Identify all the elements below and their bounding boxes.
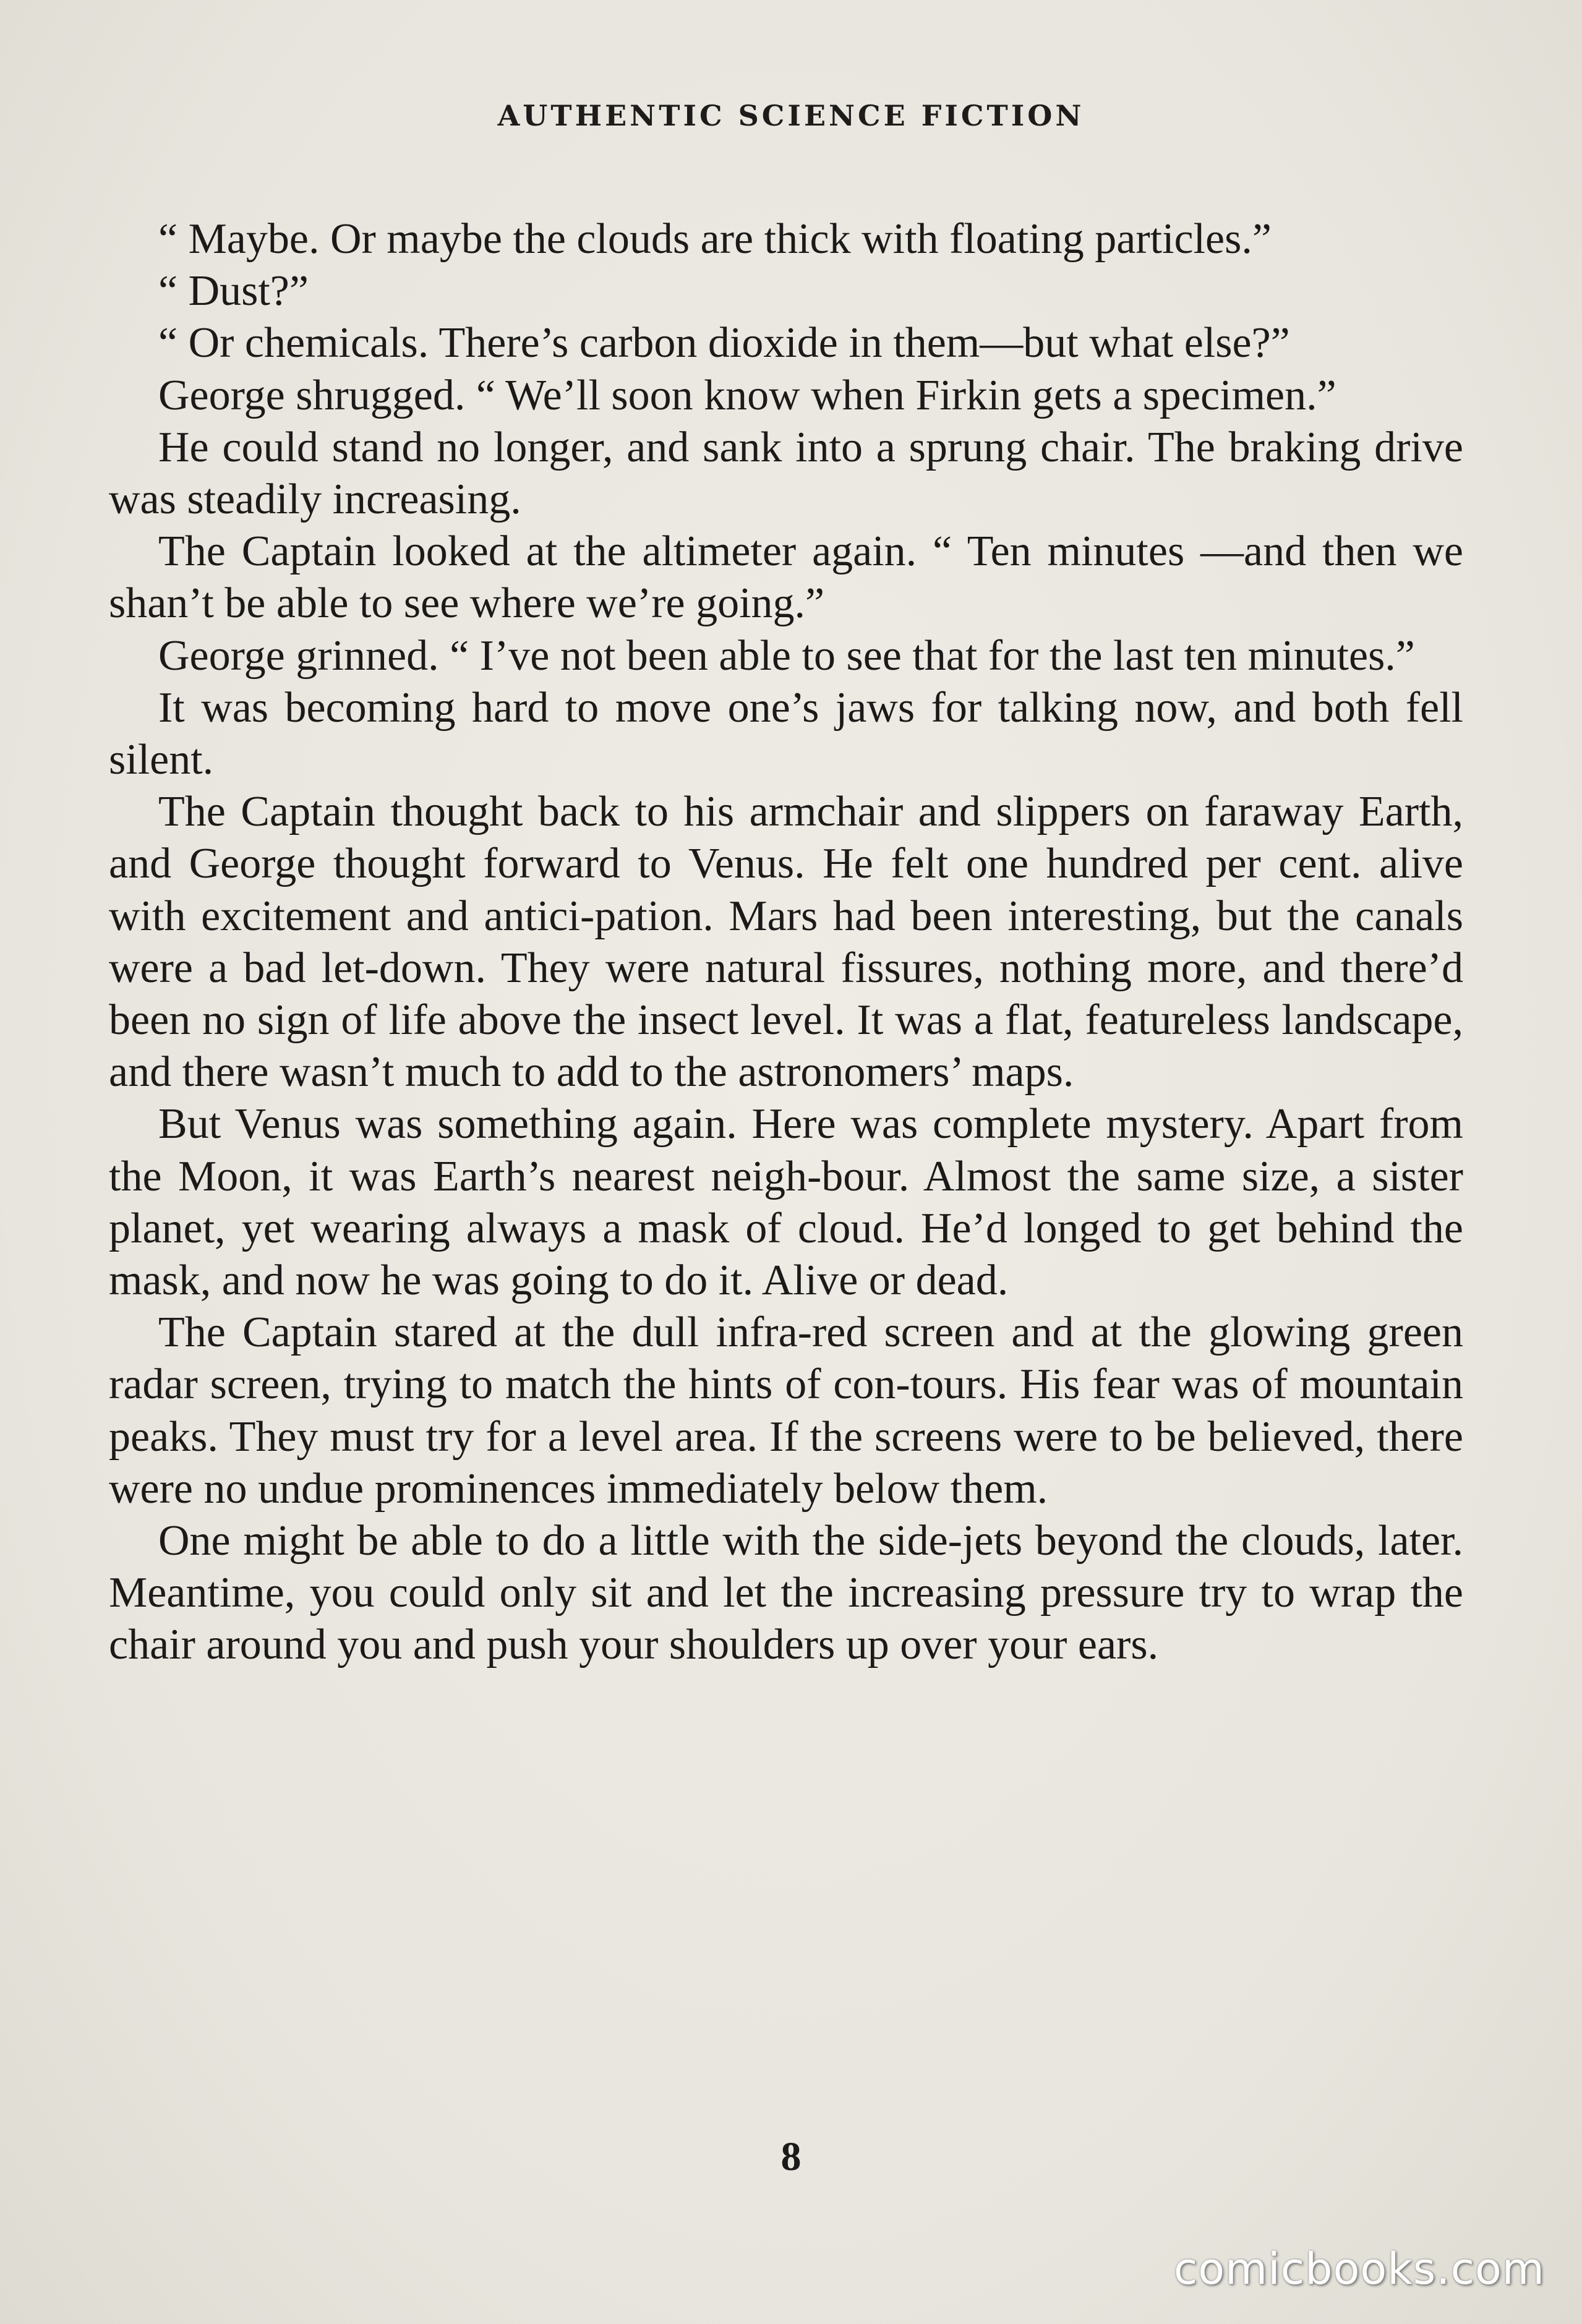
paragraph: “ Maybe. Or maybe the clouds are thick with floating particles.” xyxy=(158,215,1272,263)
paragraph: It was becoming hard to move one’s jaws for talking now, and both fell silent. xyxy=(109,683,1463,784)
paragraph: “ Or chemicals. There’s carbon dioxide in them—but what else?” xyxy=(158,319,1290,367)
page-number: 8 xyxy=(780,2134,802,2179)
paragraph: George shrugged. “ We’ll soon know when Firkin gets a specimen.” xyxy=(158,371,1336,419)
paragraph: “ Dust?” xyxy=(158,267,309,315)
paragraph: The Captain looked at the altimeter again. “ Ten minutes —and then we shan’t be able to see where we’re going.” xyxy=(109,528,1463,628)
paragraph: The Captain stared at the dull infra-red screen and at the glowing green radar screen, trying to match the hints of con-tours. His fear was of mountain peaks. They must try for a level area. If the screens were to be believed, there were no undue prominences immediately below them. xyxy=(109,1309,1463,1513)
paragraph: One might be able to do a little with the side-jets beyond the clouds, later. Meantime, you could only sit and let the increasing pressure try to wrap the chair around you and push your shoulders up over your ears. xyxy=(109,1517,1463,1669)
running-head: AUTHENTIC SCIENCE FICTION xyxy=(497,99,1085,132)
watermark: comicbooks.com xyxy=(1173,2244,1545,2294)
paragraph: The Captain thought back to his armchair and slippers on faraway Earth, and George thought forward to Venus. He felt one hundred per cent. alive with excitement and antici-pation. Mars had been interesting, but the canals were a bad let-down. They were natural fissures, nothing more, and there’d been no sign of life above the insect level. It was a flat, featureless landscape, and there wasn’t much to add to the astronomers’ maps. xyxy=(109,788,1463,1096)
paragraph: George grinned. “ I’ve not been able to see that for the last ten minutes.” xyxy=(158,631,1415,680)
paragraph: But Venus was something again. Here was complete mystery. Apart from the Moon, it was Earth’s nearest neigh-bour. Almost the same size, a sister planet, yet wearing always a mask of cloud. He’d longed to get behind the mask, and now he was going to do it. Alive or dead. xyxy=(109,1100,1463,1305)
body-text xyxy=(109,213,1463,1672)
paragraph: He could stand no longer, and sank into a sprung chair. The braking drive was steadily increasing. xyxy=(109,423,1463,524)
